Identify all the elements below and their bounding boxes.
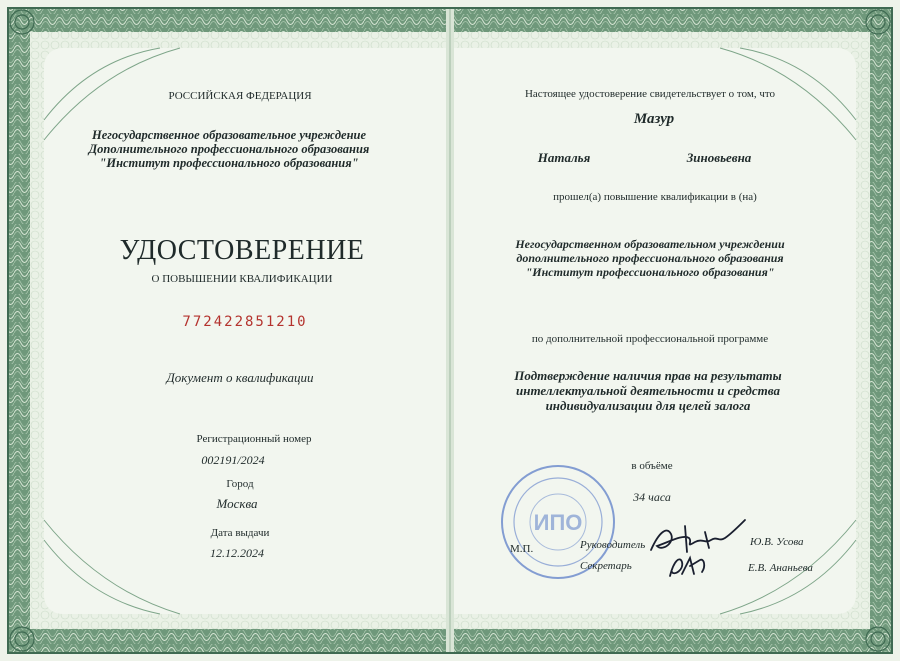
head-name: Ю.В. Усова	[750, 536, 804, 548]
recipient-surname: Мазур	[633, 111, 675, 127]
program-line-3: индивидуализации для целей залога	[545, 398, 751, 413]
date-label: Дата выдачи	[210, 527, 270, 539]
secretary-name: Е.В. Ананьева	[748, 562, 813, 574]
recipient-patronymic: Зиновьевна	[686, 150, 752, 165]
institution-line-3: "Институт профессионального образования"	[99, 156, 359, 170]
document-subtitle: О ПОВЫШЕНИИ КВАЛИФИКАЦИИ	[151, 273, 333, 285]
stamp-text: ИПО	[533, 510, 583, 535]
city-value: Москва	[216, 496, 258, 511]
intro-text: Настоящее удостоверение свидетельствует о том, что	[524, 88, 776, 100]
reg-number-label: Регистрационный номер	[196, 433, 312, 445]
head-label: Руководитель	[580, 539, 646, 551]
country-label: РОССИЙСКАЯ ФЕДЕРАЦИЯ	[168, 90, 312, 102]
volume-value: 34 часа	[633, 490, 671, 504]
institution-line-1: Негосударственное образовательное учреждение	[91, 128, 367, 142]
serial-number: 772422851210	[182, 314, 308, 330]
program-line-2: интеллектуальной деятельности и средства	[516, 383, 780, 398]
document-type: Документ о квалификации	[166, 370, 314, 385]
reg-number-value: 002191/2024	[201, 453, 265, 467]
program-label: по дополнительной профессиональной программе	[531, 333, 769, 345]
institution-line-2: Дополнительного профессионального образования	[88, 142, 370, 156]
city-label: Город	[226, 478, 254, 490]
right-institution-line-3: "Институт профессионального образования"	[525, 265, 775, 279]
program-line-1: Подтверждение наличия прав на результаты	[514, 368, 782, 383]
document-title: УДОСТОВЕРЕНИЕ	[119, 235, 365, 266]
passed-text: прошел(а) повышение квалификации в (на)	[553, 191, 757, 203]
seal-place-label: М.П.	[510, 543, 534, 555]
recipient-first-name: Наталья	[537, 150, 591, 165]
right-institution-line-2: дополнительного профессионального образования	[516, 251, 784, 265]
right-institution-line-1: Негосударственном образовательном учреждении	[515, 237, 785, 251]
secretary-label: Секретарь	[580, 560, 632, 572]
date-value: 12.12.2024	[210, 546, 264, 560]
volume-label: в объёме	[631, 460, 673, 472]
secretary-signature	[664, 552, 714, 584]
